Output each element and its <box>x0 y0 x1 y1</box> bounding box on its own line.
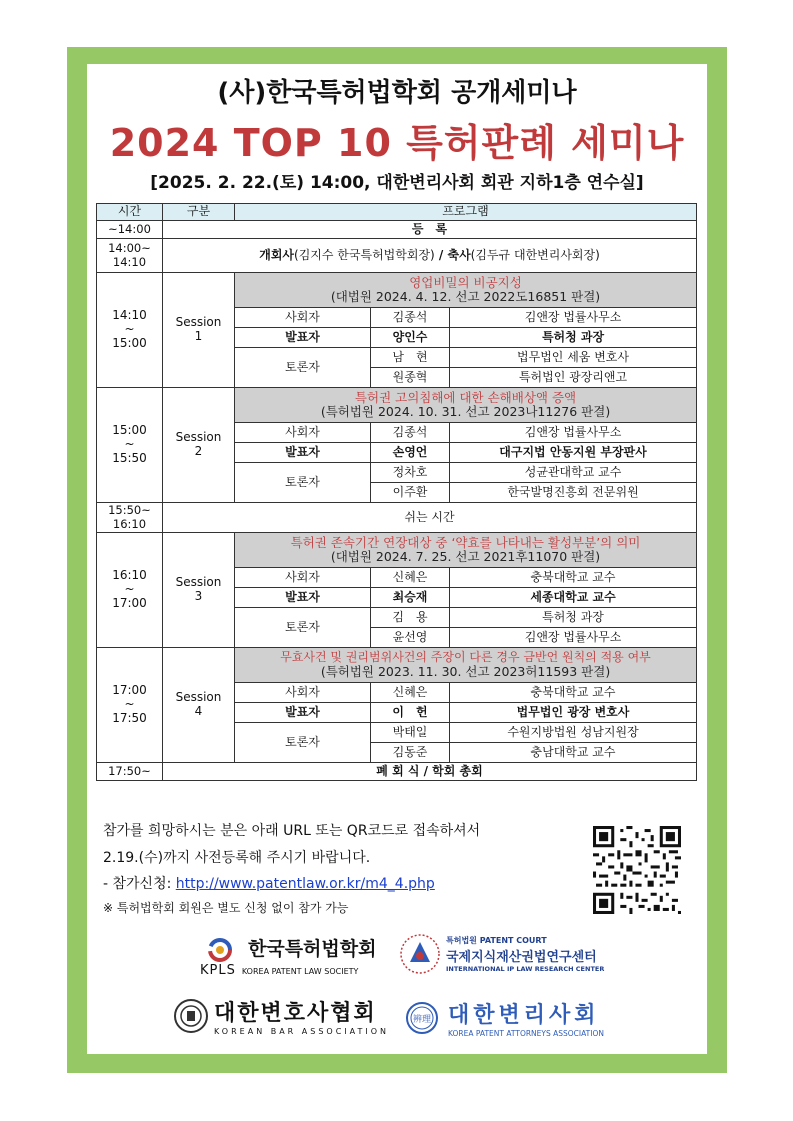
presenter-affiliation: 세종대학교 교수 <box>450 588 697 608</box>
discussant-name: 박태일 <box>371 723 450 743</box>
presenter-affiliation: 특허청 과장 <box>450 328 697 348</box>
discussant-role: 토론자 <box>235 348 371 388</box>
discussant-name: 남 현 <box>371 348 450 368</box>
kba-name: 대한변호사협회 <box>214 1001 377 1026</box>
moderator-affiliation: 충북대학교 교수 <box>450 568 697 588</box>
presenter-name: 손영언 <box>371 443 450 463</box>
discussant-affiliation: 성균관대학교 교수 <box>450 463 697 483</box>
event-datetime: [2025. 2. 22.(토) 14:00, 대한변리사회 회관 지하1층 연수실] <box>150 173 644 193</box>
kpls-name: 한국특허법학회 <box>248 938 377 960</box>
kpaa-name: 대한변리사회 <box>448 1003 600 1028</box>
moderator-role: 사회자 <box>235 423 371 443</box>
congrats-detail: (김두규 대한변리사회장) <box>470 247 600 262</box>
signup-label: - 참가신청: <box>103 876 176 892</box>
court-line1: 특허법원 PATENT COURT <box>446 936 547 945</box>
discussant-name: 원종혁 <box>371 368 450 388</box>
moderator-name: 신혜은 <box>371 568 450 588</box>
discussant-name: 김 용 <box>371 608 450 628</box>
presenter-name: 이 헌 <box>371 703 450 723</box>
registration-label: 등 록 <box>163 221 697 239</box>
org-title: (사)한국특허법학회 공개세미나 <box>217 78 577 108</box>
closing-time: 17:50~ <box>97 763 163 781</box>
kpaa-english: KOREA PATENT ATTORNEYS ASSOCIATION <box>448 1029 604 1038</box>
presenter-name: 최승재 <box>371 588 450 608</box>
session-2-case: (특허법원 2024. 10. 31. 선고 2023나11276 판결) <box>320 404 611 419</box>
session-1-topic-title: 영업비밀의 비공지성 <box>409 274 522 290</box>
kpls-logo <box>200 934 376 978</box>
kpaa-logo <box>402 998 604 1038</box>
patent-court-emblem-icon <box>398 932 442 976</box>
opening-separator: / <box>434 247 448 262</box>
discussant-affiliation: 수원지방법원 성남지원장 <box>450 723 697 743</box>
moderator-role: 사회자 <box>235 568 371 588</box>
col-header-category: 구분 <box>163 204 235 221</box>
discussant-affiliation: 김앤장 법률사무소 <box>450 628 697 648</box>
session-4-case: (특허법원 2023. 11. 30. 선고 2023허11593 판결) <box>320 663 611 679</box>
break-time: 15:50~ 16:10 <box>97 503 163 533</box>
session-3-topic-title: 특허권 존속기간 연장대상 중 ‘약효를 나타내는 활성부분’의 의미 <box>290 534 641 550</box>
opening-row <box>97 239 697 273</box>
moderator-affiliation: 충북대학교 교수 <box>450 683 697 703</box>
discussant-role: 토론자 <box>235 608 371 648</box>
session-4-time: 17:00 ~ 17:50 <box>97 648 163 763</box>
session-3-topic-row <box>97 533 697 568</box>
moderator-affiliation: 김앤장 법률사무소 <box>450 423 697 443</box>
member-note: ※ 특허법학회 회원은 별도 신청 없이 참가 가능 <box>103 901 349 915</box>
session-3-label: Session 3 <box>163 533 235 648</box>
patent-court-logo <box>398 932 604 976</box>
kba-english: KOREAN BAR ASSOCIATION <box>214 1027 390 1036</box>
discussant-name: 김동준 <box>371 743 450 763</box>
session-1-topic-row <box>97 273 697 308</box>
moderator-affiliation: 김앤장 법률사무소 <box>450 308 697 328</box>
signup-link[interactable]: http://www.patentlaw.or.kr/m4_4.php <box>175 876 435 892</box>
presenter-affiliation: 대구지법 안동지원 부장판사 <box>450 443 697 463</box>
presenter-role: 발표자 <box>235 588 371 608</box>
col-header-time: 시간 <box>97 204 163 221</box>
session-3-topic <box>235 533 697 568</box>
registration-time: ~14:00 <box>97 221 163 239</box>
discussant-affiliation: 특허법인 광장리앤고 <box>450 368 697 388</box>
congrats-label: 축사 <box>447 247 471 262</box>
qr-code[interactable] <box>593 826 681 914</box>
discussant-affiliation: 법무법인 세움 변호사 <box>450 348 697 368</box>
page-title: 2024 TOP 10 특허판례 세미나 <box>109 121 685 165</box>
session-3-case: (대법원 2024. 7. 25. 선고 2021후11070 판결) <box>330 549 601 564</box>
break-label: 쉬는 시간 <box>163 503 697 533</box>
discussant-affiliation: 한국발명진흥회 전문위원 <box>450 483 697 503</box>
session-2-topic <box>235 388 697 423</box>
col-header-program: 프로그램 <box>235 204 697 221</box>
moderator-name: 신혜은 <box>371 683 450 703</box>
session-4-topic-title: 무효사건 및 권리범위사건의 주장이 다른 경우 금반언 원칙의 적용 여부 <box>280 649 651 664</box>
opening-time: 14:00~ 14:10 <box>97 239 163 273</box>
kpaa-emblem-icon <box>402 1000 442 1036</box>
opening-program <box>163 239 697 273</box>
session-1-label: Session 1 <box>163 273 235 388</box>
discussant-role: 토론자 <box>235 463 371 503</box>
session-4-label: Session 4 <box>163 648 235 763</box>
break-row <box>97 503 697 533</box>
session-1-case: (대법원 2024. 4. 12. 선고 2022도16851 판결) <box>330 289 601 304</box>
table-header-row <box>97 204 697 221</box>
session-4-topic <box>235 648 697 683</box>
kba-logo <box>172 996 389 1036</box>
kpls-english: KOREA PATENT LAW SOCIETY <box>241 967 359 976</box>
program-table <box>96 203 697 781</box>
moderator-name: 김종석 <box>371 423 450 443</box>
moderator-name: 김종석 <box>371 308 450 328</box>
discussant-name: 정차호 <box>371 463 450 483</box>
session-3-time: 16:10 ~ 17:00 <box>97 533 163 648</box>
session-2-topic-row <box>97 388 697 423</box>
kpaa-seal-text: 辨理 <box>412 1015 432 1025</box>
discussant-role: 토론자 <box>235 723 371 763</box>
session-2-label: Session 2 <box>163 388 235 503</box>
opening-label: 개회사 <box>259 247 295 262</box>
court-line2: 국제지식재산권법연구센터 <box>446 950 597 965</box>
closing-row <box>97 763 697 781</box>
discussant-name: 윤선영 <box>371 628 450 648</box>
presenter-role: 발표자 <box>235 443 371 463</box>
kba-emblem-icon <box>172 997 210 1035</box>
moderator-role: 사회자 <box>235 683 371 703</box>
court-line3: INTERNATIONAL IP LAW RESEARCH CENTER <box>446 965 605 973</box>
presenter-name: 양인수 <box>371 328 450 348</box>
registration-row <box>97 221 697 239</box>
presenter-affiliation: 법무법인 광장 변호사 <box>450 703 697 723</box>
session-1-time: 14:10 ~ 15:00 <box>97 273 163 388</box>
session-2-time: 15:00 ~ 15:50 <box>97 388 163 503</box>
closing-label: 폐 회 식 / 학회 총회 <box>163 763 697 781</box>
kpls-abbr: KPLS <box>200 963 236 978</box>
moderator-role: 사회자 <box>235 308 371 328</box>
presenter-role: 발표자 <box>235 328 371 348</box>
registration-notice-line1: 참가를 희망하시는 분은 아래 URL 또는 QR코드로 접속하셔서 <box>103 823 481 839</box>
signup-line <box>103 873 435 893</box>
session-1-topic <box>235 273 697 308</box>
discussant-name: 이주환 <box>371 483 450 503</box>
session-2-topic-title: 특허권 고의침해에 대한 손해배상액 증액 <box>354 389 577 405</box>
discussant-affiliation: 특허청 과장 <box>450 608 697 628</box>
discussant-affiliation: 충남대학교 교수 <box>450 743 697 763</box>
presenter-role: 발표자 <box>235 703 371 723</box>
registration-notice-line2: 2.19.(수)까지 사전등록해 주시기 바랍니다. <box>103 850 371 866</box>
session-4-topic-row <box>97 648 697 683</box>
opening-detail: (김지수 한국특허법학회장) <box>294 247 435 262</box>
